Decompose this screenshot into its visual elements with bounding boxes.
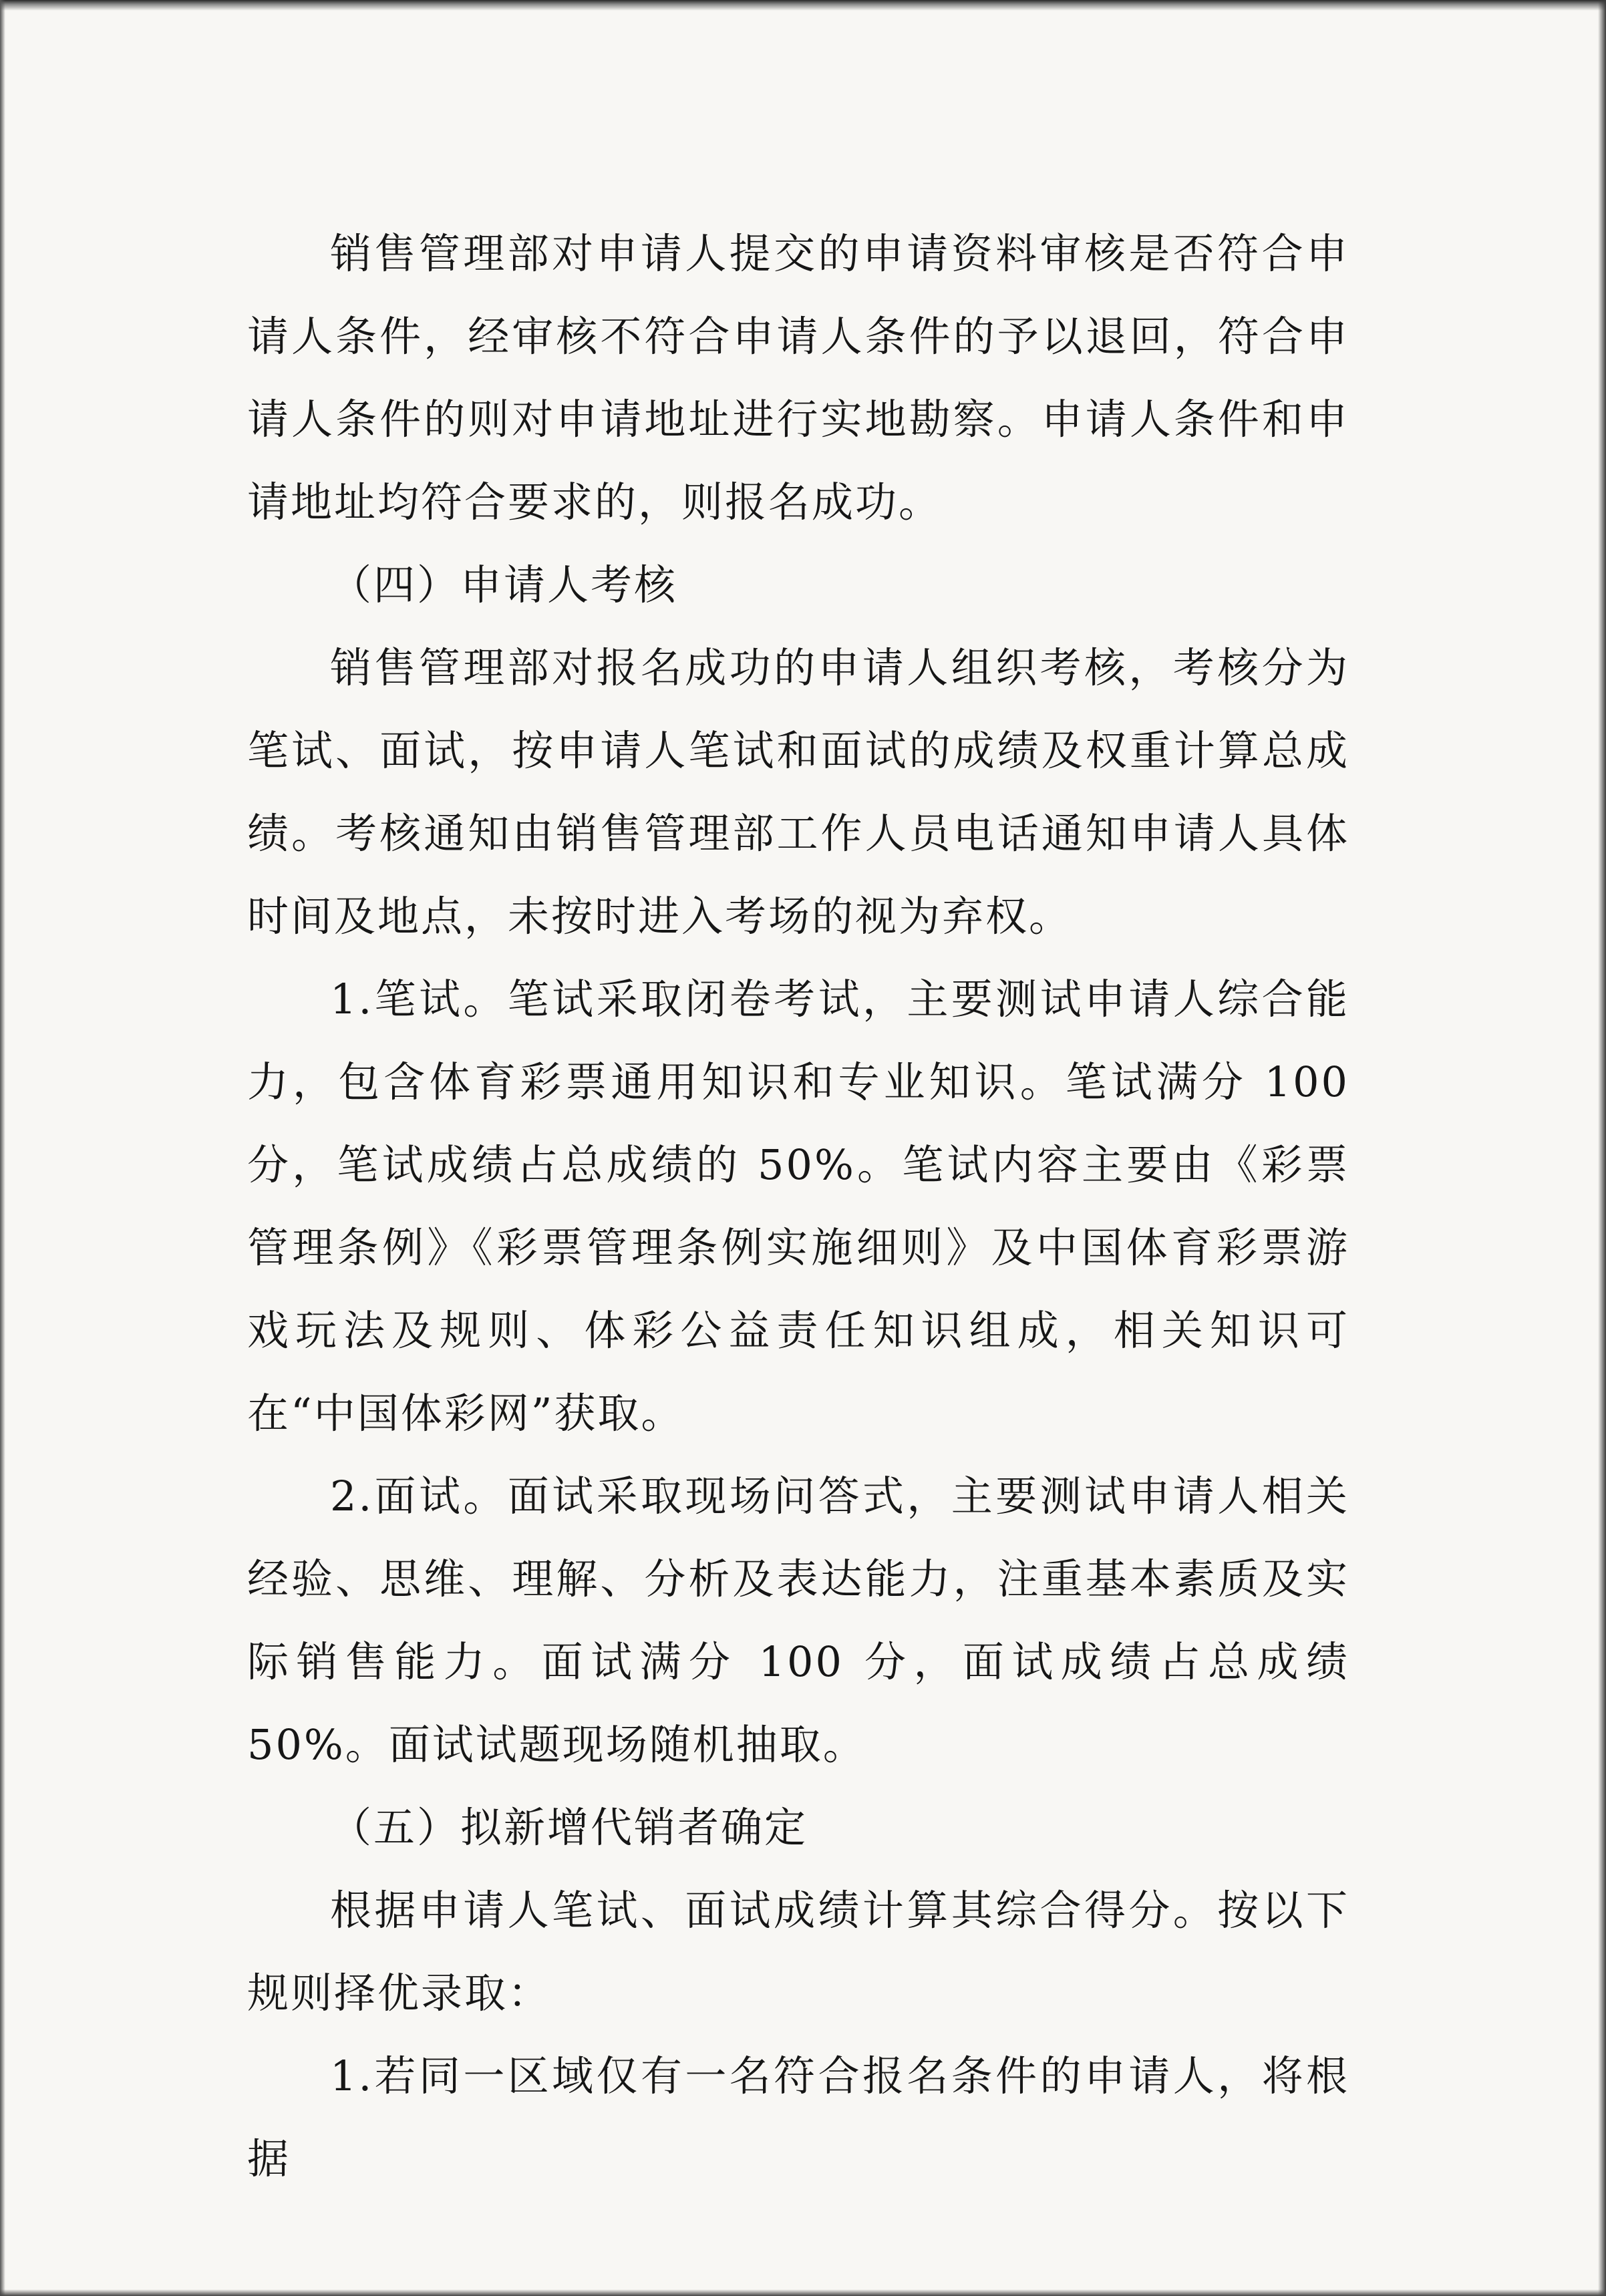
paragraph-written-exam: 1.笔试。笔试采取闭卷考试，主要测试申请人综合能力，包含体育彩票通用知识和专业知识。笔试满分 100 分，笔试成绩占总成绩的 50%。笔试内容主要由《彩票管理条例》《彩票管理条例实施细则》及中国体育彩票游戏玩法及规则、体彩公益责任知识组成，相关知识可在“中国体彩网”获取。 (247, 975, 1349, 1438)
section-heading-assessment: （四）申请人考核 (330, 560, 678, 609)
paragraph-selection-rules: 根据申请人笔试、面试成绩计算其综合得分。按以下规则择优录取： (247, 1886, 1349, 2017)
scan-edge-top (0, 0, 1606, 11)
scan-edge-bottom (0, 2289, 1606, 2296)
paragraph-interview: 2.面试。面试采取现场问答式，主要测试申请人相关经验、思维、理解、分析及表达能力，注重基本素质及实际销售能力。面试满分 100 分，面试成绩占总成绩 50%。面试试题现场随机抽取。 (247, 1472, 1349, 1769)
paragraph-rule-1: 1.若同一区域仅有一名符合报名条件的申请人，将根据 (247, 2052, 1349, 2183)
paragraph-review: 销售管理部对申请人提交的申请资料审核是否符合申请人条件，经审核不符合申请人条件的予以退回，符合申请人条件的则对申请地址进行实地勘察。申请人条件和申请地址均符合要求的，则报名成功。 (247, 229, 1349, 526)
scan-edge-right (1598, 0, 1606, 2296)
document-body (247, 212, 1349, 2200)
scan-edge-left (0, 0, 5, 2296)
section-heading-selection: （五）拟新增代销者确定 (330, 1803, 808, 1852)
paragraph-assessment-intro: 销售管理部对报名成功的申请人组织考核，考核分为笔试、面试，按申请人笔试和面试的成绩及权重计算总成绩。考核通知由销售管理部工作人员电话通知申请人具体时间及地点，未按时进入考场的视为弃权。 (247, 643, 1349, 941)
